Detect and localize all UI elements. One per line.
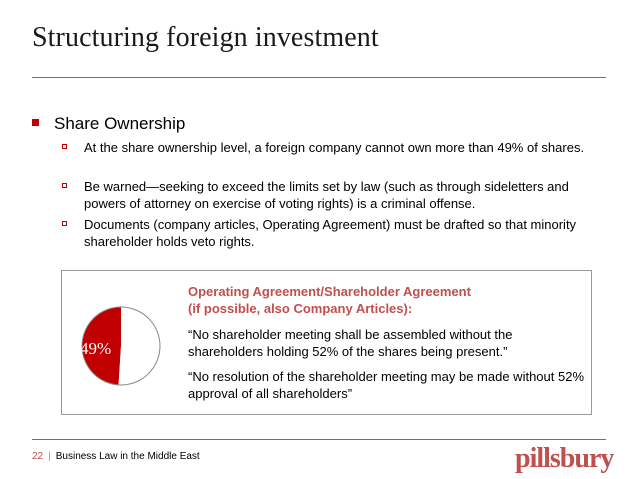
pillsbury-logo: pillsbury <box>515 443 614 474</box>
section-heading-text: Share Ownership <box>54 114 186 133</box>
hollow-square-bullet-icon <box>62 183 67 188</box>
bullet-item <box>62 178 602 212</box>
bullet-text: Documents (company articles, Operating Agreement) must be drafted so that minority shareholder holds veto rights. <box>84 217 577 249</box>
footer-divider <box>32 439 606 440</box>
agreement-title-line2: (if possible, also Company Articles): <box>188 301 413 316</box>
pie-slice-label: 49% <box>80 339 112 358</box>
bullet-item <box>62 139 602 156</box>
agreement-title <box>188 283 588 317</box>
slide-title: Structuring foreign investment <box>32 22 379 53</box>
footer <box>32 451 200 462</box>
pie-slice-majority <box>119 307 160 385</box>
square-bullet-icon <box>32 119 39 126</box>
page-number: 22 <box>32 451 44 462</box>
hollow-square-bullet-icon <box>62 221 67 226</box>
hollow-square-bullet-icon <box>62 144 67 149</box>
agreement-quote: “No shareholder meeting shall be assembled without the shareholders holding 52% of the shares being present.” <box>188 327 513 359</box>
bullet-text: At the share ownership level, a foreign company cannot own more than 49% of shares. <box>84 140 585 155</box>
bullet-item <box>62 216 602 250</box>
title-divider <box>32 77 606 78</box>
footer-separator: | <box>48 451 51 462</box>
bullet-text: Be warned—seeking to exceed the limits set by law (such as through sideletters and powers of attorney on exercise of voting rights) is a criminal offense. <box>84 179 569 211</box>
section-heading <box>32 114 185 134</box>
agreement-title-line1: Operating Agreement/Shareholder Agreement <box>188 284 471 299</box>
footer-text: Business Law in the Middle East <box>55 451 200 462</box>
agreement-quote: “No resolution of the shareholder meeting may be made without 52% approval of all shareholders” <box>188 369 584 401</box>
